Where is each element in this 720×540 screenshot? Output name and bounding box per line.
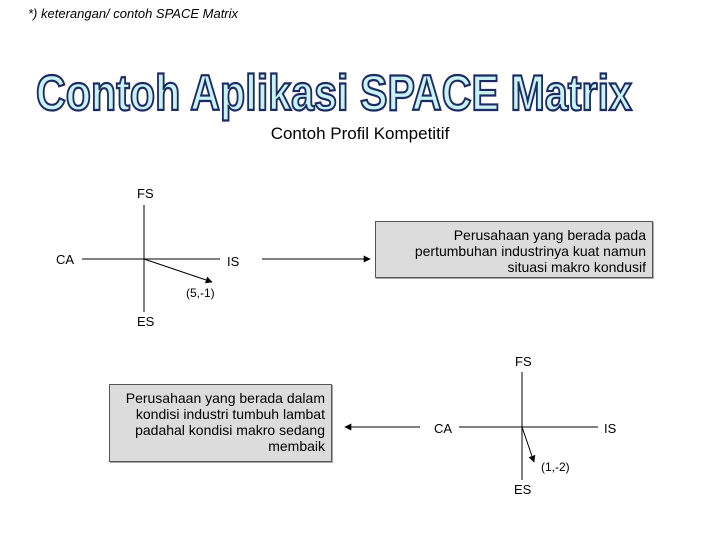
- d2-description-text: Perusahaan yang berada dalam kondisi industri tumbuh lambat padahal kondisi makro sedang membaik: [125, 390, 325, 454]
- d1-vector-arrow: [144, 259, 212, 282]
- d2-is-label: IS: [604, 421, 617, 436]
- main-title-text: Contoh Aplikasi SPACE Matrix: [36, 65, 633, 121]
- d1-ca-label: CA: [56, 252, 75, 267]
- d2-point-label: (1,-2): [541, 460, 570, 474]
- d1-es-label: ES: [137, 314, 155, 329]
- d1-point-label: (5,-1): [186, 286, 215, 300]
- d1-description-text: Perusahaan yang berada pada pertumbuhan industrinya kuat namun situasi makro kondusif: [414, 227, 646, 275]
- d2-description-box: [109, 384, 332, 462]
- d1-description-box: [375, 221, 653, 278]
- d2-fs-label: FS: [515, 354, 532, 369]
- note-text: *) keterangan/ contoh SPACE Matrix: [28, 6, 239, 21]
- d1-fs-label: FS: [137, 186, 154, 201]
- d2-es-label: ES: [514, 482, 532, 497]
- d2-vector-arrow: [522, 427, 534, 462]
- d2-ca-label: CA: [434, 421, 453, 436]
- subtitle: Contoh Profil Kompetitif: [270, 124, 450, 143]
- d1-is-label: IS: [227, 254, 240, 269]
